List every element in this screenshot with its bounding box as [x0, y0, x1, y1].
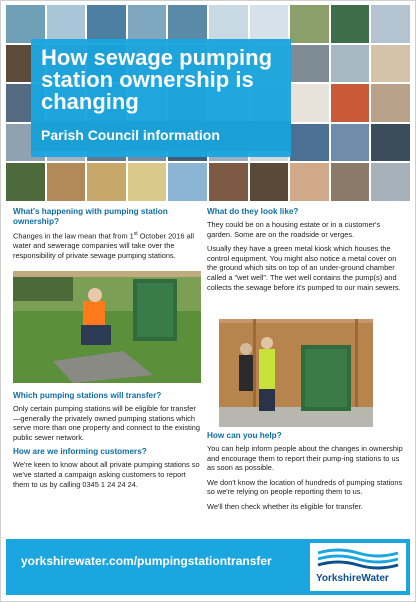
paragraph-help-inform: You can help inform people about the changes in ownership and encourage them to report their pump-ing stations to us as soon as possible.: [207, 444, 403, 473]
mosaic-tile: [290, 45, 329, 83]
kiosk-illustration: [219, 319, 373, 427]
mosaic-tile: [47, 5, 86, 43]
heading-informing: How are we informing customers?: [13, 447, 147, 457]
mosaic-tile: [331, 124, 370, 162]
mosaic-tile: [47, 163, 86, 201]
mosaic-tile: [290, 124, 329, 162]
heading-how-help: How can you help?: [207, 431, 282, 440]
mosaic-tile: [290, 5, 329, 43]
mosaic-tile: [87, 5, 126, 43]
heading-look-like: What do they look like?: [207, 207, 299, 216]
right-column-top: [207, 207, 403, 297]
logo-wordmark: YorkshireWater: [316, 573, 389, 584]
mosaic-tile: [331, 45, 370, 83]
heading-whats-happening: What's happening with pumping station ownership?: [13, 207, 168, 226]
mosaic-tile: [371, 163, 410, 201]
mosaic-tile: [6, 5, 45, 43]
mosaic-tile: [128, 5, 167, 43]
paragraph-eligible: Only certain pumping stations will be eligible for transfer—generally the privately owned pumping stations which serve more than one property and connect to the existing public sewer network.: [13, 404, 200, 442]
photo-kiosk: [219, 319, 373, 427]
paragraph-law-change: [13, 230, 201, 260]
mosaic-tile: [168, 5, 207, 43]
mosaic-tile: [209, 163, 248, 201]
page-title: How sewage pumping station ownership is changing: [41, 45, 273, 114]
mosaic-tile: [209, 5, 248, 43]
paragraph-check: We'll then check whether its eligible for transfer.: [207, 501, 363, 511]
mosaic-tile: [290, 163, 329, 201]
mosaic-tile: [128, 163, 167, 201]
date-superscript: st: [133, 231, 138, 237]
mosaic-tile: [371, 45, 410, 83]
photo-worker-wet-well: [13, 271, 201, 383]
subtitle-banner: [31, 121, 291, 151]
paragraph-campaign: We're keen to know about all private pumping stations so we've started a campaign asking customers to report them to us by calling 0345 1 24 24 24.: [13, 460, 200, 489]
paragraph-locations: We don't know the location of hundreds of pumping stations so we're relying on people reporting them to us.: [207, 477, 403, 497]
mosaic-tile: [290, 84, 329, 122]
law-text-b: October 2016 all water and sewerage companies will take over the responsibility of private sewage pumping stations.: [13, 231, 194, 260]
mosaic-tile: [6, 163, 45, 201]
mosaic-tile: [371, 124, 410, 162]
mosaic-tile: [250, 5, 289, 43]
left-column-bottom: [13, 391, 201, 494]
mosaic-tile: [250, 163, 289, 201]
mosaic-tile: [371, 5, 410, 43]
heading-which-transfer: Which pumping stations will transfer?: [13, 391, 162, 400]
mosaic-tile: [331, 5, 370, 43]
footer-bar: [6, 539, 410, 595]
mosaic-tile: [87, 163, 126, 201]
wave-logo-icon: [316, 547, 400, 571]
law-text-a: Changes in the law mean that from 1: [13, 231, 134, 241]
mosaic-tile: [371, 84, 410, 122]
mosaic-tile: [331, 163, 370, 201]
mosaic-tile: [168, 163, 207, 201]
paragraph-kiosk: Usually they have a green metal kiosk which houses the control equipment. You might also notice a metal cover on the ground which sits on top of an under-ground chamber called a "wet well". The wet well contains the pump(s) and collects the sewage before it's pumped to our main sewers.: [207, 244, 401, 292]
left-column-top: [13, 207, 201, 265]
page-subtitle: Parish Council information: [41, 127, 220, 143]
mosaic-tile: [331, 84, 370, 122]
paragraph-location: They could be on a housing estate or in a customer's garden. Some are on the roadside or verges.: [207, 220, 381, 239]
website-link[interactable]: yorkshirewater.com/pumpingstationtransfer: [21, 554, 272, 568]
yorkshire-water-logo: [310, 543, 406, 591]
right-column-bottom: [207, 431, 403, 517]
worker-illustration: [13, 271, 201, 383]
